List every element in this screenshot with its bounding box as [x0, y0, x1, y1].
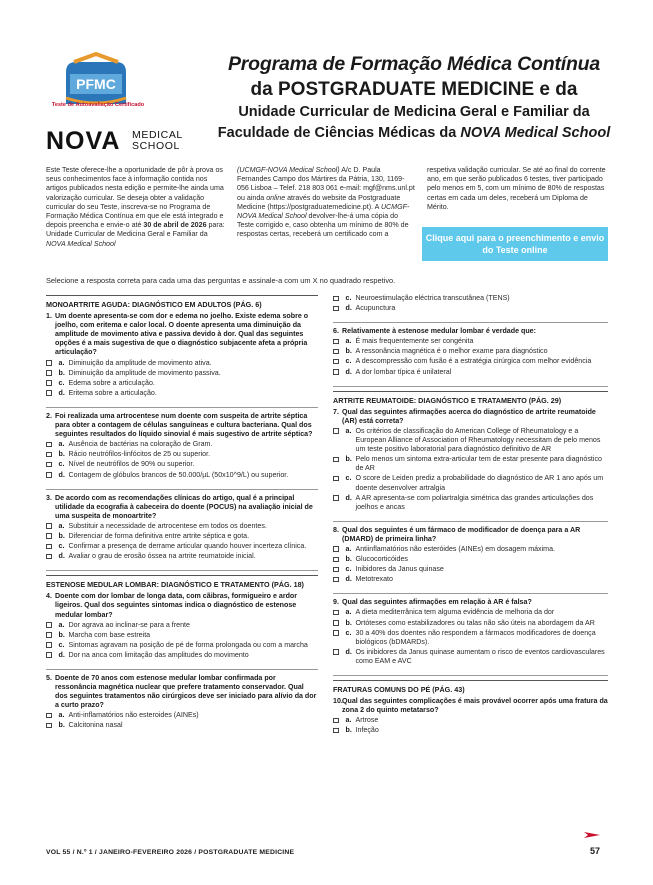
- answer-checkbox[interactable]: [46, 390, 52, 396]
- option-letter: a.: [345, 426, 352, 435]
- option-text: Artrose: [355, 716, 379, 725]
- option-text: Eritema sobre a articulação.: [68, 388, 157, 397]
- option-text: Confirmar a presença de derrame articular quando houver incerteza clínica.: [68, 542, 307, 551]
- question: [46, 412, 318, 439]
- question-number: 8.: [333, 525, 339, 534]
- pfmc-text: PFMC: [76, 76, 116, 92]
- question-block: [333, 294, 608, 323]
- question-block: [46, 674, 318, 740]
- question-number: 10.: [333, 697, 343, 706]
- question-block: [333, 697, 608, 744]
- option-letter: c.: [345, 357, 352, 366]
- answer-option[interactable]: [46, 522, 318, 531]
- question-number: 7.: [333, 407, 339, 416]
- question-text: Qual das seguintes afirmações acerca do diagnóstico de artrite reumatoide (AR) está correta?: [342, 407, 596, 425]
- answer-option[interactable]: [333, 629, 608, 647]
- question: [333, 697, 608, 715]
- questions-left-column: [46, 293, 318, 744]
- answer-checkbox[interactable]: [333, 577, 339, 583]
- option-text: A AR apresenta-se com poliartralgia simétrica das grandes articulações dos joelhos e ancas: [355, 493, 594, 511]
- certified-badge-text: Teste de Autoavaliação Certificado: [51, 102, 145, 108]
- option-text: Contagem de glóbulos brancos de 50.000/µL (50x10^9/L) ou superior.: [68, 470, 289, 479]
- option-letter: a.: [58, 620, 65, 629]
- question-text: Foi realizada uma artrocentese num doente com suspeita de artrite séptica para obter a contagem de células sanguíneas e cultura bacteriana. Qual dos seguintes resultados do líquido sinovial é mais sugestivo de artrite séptica?: [55, 411, 313, 439]
- option-letter: a.: [345, 544, 352, 553]
- option-letter: a.: [58, 711, 65, 720]
- question-block: [46, 412, 318, 490]
- option-text: A dor lombar típica é unilateral: [355, 367, 452, 376]
- answer-option[interactable]: [46, 369, 318, 378]
- option-letter: b.: [58, 721, 65, 730]
- answer-checkbox[interactable]: [333, 359, 339, 365]
- option-text: Diminuição da amplitude de movimento ativa.: [68, 358, 212, 367]
- answer-option[interactable]: [46, 471, 318, 480]
- option-text: Calcitonina nasal: [68, 721, 123, 730]
- option-text: 30 a 40% dos doentes não respondem a fármacos modificadores de doença biológicos (bDMARDs).: [355, 628, 596, 646]
- option-letter: b.: [58, 630, 65, 639]
- question: [333, 327, 608, 336]
- question: [46, 674, 318, 710]
- option-text: Metotrexato: [355, 575, 393, 584]
- answer-option[interactable]: [46, 631, 318, 640]
- question-block: [333, 327, 608, 386]
- option-text: Neuroestimulação eléctrica transcutânea (TENS): [355, 294, 510, 302]
- answer-checkbox[interactable]: [46, 442, 52, 448]
- question-number: 1.: [46, 312, 52, 321]
- answer-checkbox[interactable]: [46, 360, 52, 366]
- answer-option[interactable]: [333, 347, 608, 356]
- answer-option[interactable]: [333, 304, 608, 313]
- question-text: Qual dos seguintes é um fármaco de modificador de doença para a AR (DMARD) de primeira linha?: [342, 525, 581, 543]
- answer-checkbox[interactable]: [333, 728, 339, 734]
- answer-option[interactable]: [46, 450, 318, 459]
- page-title: [200, 52, 628, 144]
- answer-option[interactable]: [46, 542, 318, 551]
- option-letter: a.: [345, 608, 352, 617]
- option-letter: c.: [58, 378, 65, 387]
- answer-option[interactable]: [333, 294, 608, 303]
- option-text: Diminuição da amplitude de movimento passiva.: [68, 368, 221, 377]
- option-text: Dor na anca com limitação das amplitudes do movimento: [68, 650, 249, 659]
- option-letter: d.: [345, 575, 352, 584]
- question-block: [46, 494, 318, 572]
- answer-option[interactable]: [46, 532, 318, 541]
- option-text: Substituir a necessidade de artrocentese em todos os doentes.: [68, 521, 267, 530]
- question-block: [333, 598, 608, 676]
- answer-option[interactable]: [333, 648, 608, 666]
- answer-checkbox[interactable]: [333, 630, 339, 636]
- option-letter: b.: [345, 726, 352, 735]
- question-text: De acordo com as recomendações clínicas do artigo, qual é a principal utilidade da ecografia à cabeceira do doente (POCUS) na avaliação inicial de uma suspeita de monoartrite?: [55, 493, 313, 520]
- answer-option[interactable]: [46, 379, 318, 388]
- answer-option[interactable]: [333, 716, 608, 725]
- answer-checkbox[interactable]: [46, 723, 52, 729]
- answer-checkbox[interactable]: [333, 546, 339, 552]
- option-text: O score de Leiden prediz a probabilidade do diagnóstico de AR 1 ano após um doente desenvolver artralgia: [355, 474, 604, 492]
- option-text: Glucocorticóides: [355, 555, 408, 564]
- question-block: [46, 312, 318, 408]
- question-text: Um doente apresenta-se com dor e edema no joelho. Existe edema sobre o joelho, com eritema e calor local. O doente apresenta uma diminuição da amplitude de movimento ativa e passiva devido à dor. Qual das seguintes opções é a mais sugestiva de que o diagnóstico subjacente afeta a própria articulação?: [55, 312, 309, 357]
- option-text: Acupunctura: [355, 304, 396, 313]
- answer-checkbox[interactable]: [46, 652, 52, 658]
- answer-checkbox[interactable]: [333, 718, 339, 724]
- answer-option[interactable]: [333, 619, 608, 628]
- question: [333, 526, 608, 544]
- answer-checkbox[interactable]: [333, 567, 339, 573]
- section-title: MONOARTRITE AGUDA: DIAGNÓSTICO EM ADULTOS (PÁG. 6): [46, 295, 318, 309]
- question-text: Qual das seguintes afirmações em relação à AR é falsa?: [342, 598, 532, 607]
- question: [46, 592, 318, 619]
- question: [46, 494, 318, 521]
- answer-checkbox[interactable]: [46, 544, 52, 550]
- answer-option[interactable]: [333, 575, 608, 584]
- option-text: Sintomas agravam na posição de pé de forma prolongada ou com a marcha: [68, 640, 308, 649]
- answer-checkbox[interactable]: [46, 713, 52, 719]
- answer-checkbox[interactable]: [333, 306, 339, 312]
- answer-checkbox[interactable]: [46, 554, 52, 560]
- option-letter: c.: [58, 542, 65, 551]
- option-letter: b.: [345, 618, 352, 627]
- answer-checkbox[interactable]: [46, 533, 52, 539]
- answer-option[interactable]: [333, 494, 608, 512]
- answer-checkbox[interactable]: [333, 620, 339, 626]
- arrow-right-icon: [584, 831, 600, 839]
- answer-option[interactable]: [46, 389, 318, 398]
- section-title: FRATURAS COMUNS DO PÉ (PÁG. 43): [333, 680, 608, 694]
- option-text: Diferenciar de forma definitiva entre artrite séptica e gota.: [68, 531, 250, 540]
- answer-option[interactable]: [46, 552, 318, 561]
- answer-checkbox[interactable]: [333, 495, 339, 501]
- answer-checkbox[interactable]: [46, 472, 52, 478]
- answer-checkbox[interactable]: [333, 339, 339, 345]
- question-text: Doente com dor lombar de longa data, com cãibras, formigueiro e ardor ligeiros. Qual dos seguintes sintomas indica o diagnóstico de estenose medular lombar?: [55, 592, 298, 619]
- option-letter: b.: [58, 368, 65, 377]
- question-number: 6.: [333, 327, 339, 336]
- answer-option[interactable]: [333, 545, 608, 554]
- answer-option[interactable]: [46, 440, 318, 449]
- answer-checkbox[interactable]: [46, 462, 52, 468]
- option-text: Inibidores da Janus quinase: [355, 565, 444, 574]
- option-letter: c.: [345, 294, 352, 302]
- option-text: Ortóteses como estabilizadores ou talas não são úteis na abordagem da AR: [355, 618, 595, 627]
- option-letter: d.: [58, 470, 65, 479]
- option-text: Dor agrava ao inclinar-se para a frente: [68, 620, 190, 629]
- option-text: Ausência de bactérias na coloração de Gram.: [68, 440, 213, 449]
- answer-option[interactable]: [46, 460, 318, 469]
- option-letter: b.: [345, 555, 352, 564]
- question-number: 5.: [46, 674, 52, 682]
- question-block: [333, 526, 608, 595]
- option-letter: c.: [58, 640, 65, 649]
- option-letter: d.: [58, 650, 65, 659]
- answer-checkbox[interactable]: [333, 649, 339, 655]
- footer-issue-info: VOL 55 / N.º 1 / JANEIRO-FEVEREIRO 2026 / POSTGRADUATE MEDICINE: [46, 849, 295, 856]
- answer-option[interactable]: [46, 621, 318, 630]
- answer-checkbox[interactable]: [333, 428, 339, 434]
- answer-checkbox[interactable]: [46, 380, 52, 386]
- answer-checkbox[interactable]: [333, 557, 339, 563]
- option-letter: a.: [58, 440, 65, 449]
- answer-option[interactable]: [333, 565, 608, 574]
- option-text: A ressonância magnética é o melhor exame para diagnóstico: [355, 347, 548, 356]
- option-letter: d.: [345, 647, 352, 656]
- answer-option[interactable]: [333, 474, 608, 492]
- intro-column-3: respetiva validação curricular. Se até ao final do corrente ano, em que serão publicados 6 testes, tiver participado pelo menos em 5, com um mínimo de 80% de respostas certas em cada um deles, receberá um Diploma de Mérito.: [427, 166, 606, 211]
- option-text: É mais frequentemente ser congénita: [355, 337, 474, 346]
- answer-checkbox[interactable]: [333, 457, 339, 463]
- question-number: 3.: [46, 493, 52, 502]
- option-text: Os inibidores da Janus quinase aumentam o risco de eventos cardiovasculares como EAM e AVC: [355, 647, 605, 665]
- question-text: Doente de 70 anos com estenose medular lombar confirmada por ressonância magnética nuclear que prefere tratamento conservador. Qual dos seguintes tratamentos não cirúrgicos deve ser iniciado para alívio da dor a curto prazo?: [55, 674, 317, 710]
- answer-checkbox[interactable]: [333, 610, 339, 616]
- option-text: Edema sobre a articulação.: [68, 378, 155, 387]
- answer-option[interactable]: [46, 651, 318, 660]
- question-text: Relativamente à estenose medular lombar é verdade que:: [342, 327, 536, 336]
- option-letter: a.: [345, 716, 352, 725]
- answer-option[interactable]: [333, 726, 608, 735]
- answer-option[interactable]: [333, 455, 608, 473]
- option-text: Rácio neutrófilos-linfócitos de 25 ou superior.: [68, 450, 211, 459]
- section-title: ESTENOSE MEDULAR LOMBAR: DIAGNÓSTICO E TRATAMENTO (PÁG. 18): [46, 575, 318, 589]
- answer-checkbox[interactable]: [46, 370, 52, 376]
- answer-option[interactable]: [333, 357, 608, 366]
- answer-checkbox[interactable]: [333, 369, 339, 375]
- option-letter: d.: [58, 388, 65, 397]
- option-letter: d.: [345, 367, 352, 376]
- answer-option[interactable]: [46, 711, 318, 720]
- intro-column-1: Este Teste oferece-lhe a oportunidade de pôr à prova os seus conhecimentos face à informação contida nos artigos publicados nesta edição e permite-lhe ainda uma valorização curricular. Se deseja obter a validação curricular do seu Teste, inscreva-se no Programa de Formação Médica Contínua em que ele está integrado e depois preencha e envie-o até 30 de abril de 2026 para: Unidade Curricular de Medicina Geral e Familiar da NOVA Medical School: [46, 166, 225, 248]
- option-letter: c.: [345, 474, 352, 483]
- option-text: Antiinflamatórios não esteróides (AINEs) em dosagem máxima.: [355, 544, 555, 553]
- question: [46, 312, 318, 357]
- question: [333, 598, 608, 607]
- option-letter: a.: [58, 358, 65, 367]
- option-text: Pelo menos um sintoma extra-articular tem de estar presente para diagnóstico de AR: [355, 455, 602, 473]
- answer-checkbox[interactable]: [333, 349, 339, 355]
- answer-option[interactable]: [46, 359, 318, 368]
- question-block: [46, 592, 318, 670]
- answer-checkbox[interactable]: [46, 642, 52, 648]
- section-title: ARTRITE REUMATOIDE: DIAGNÓSTICO E TRATAMENTO (PÁG. 29): [333, 391, 608, 405]
- title-line-2: da POSTGRADUATE MEDICINE e da: [250, 79, 578, 100]
- page-number: 57: [590, 846, 601, 856]
- option-text: Marcha com base estreita: [68, 630, 151, 639]
- answer-option[interactable]: [46, 641, 318, 650]
- option-letter: a.: [345, 337, 352, 346]
- question: [333, 408, 608, 426]
- answer-option[interactable]: [333, 337, 608, 346]
- answer-checkbox[interactable]: [333, 296, 339, 302]
- question-number: 4.: [46, 592, 52, 601]
- question-number: 9.: [333, 598, 339, 607]
- instruction-text: Selecione a resposta correta para cada uma das perguntas e assinale-a com um X no quadrado respetivo.: [46, 276, 396, 285]
- option-letter: d.: [58, 552, 65, 561]
- question-number: 2.: [46, 411, 52, 420]
- nova-sub: MEDICAL SCHOOL: [132, 129, 183, 152]
- title-line-4: Faculdade de Ciências Médicas da NOVA Medical School: [217, 125, 611, 141]
- title-line-3: Unidade Curricular de Medicina Geral e Familiar da: [238, 104, 590, 120]
- answer-option[interactable]: [333, 368, 608, 377]
- answer-checkbox[interactable]: [333, 476, 339, 482]
- option-letter: d.: [345, 304, 352, 313]
- title-line-1: Programa de Formação Médica Contínua: [227, 53, 601, 75]
- online-submit-button[interactable]: Clique aqui para o preenchimento e envio do Teste online: [422, 227, 608, 261]
- answer-option[interactable]: [46, 721, 318, 730]
- option-letter: b.: [345, 347, 352, 356]
- option-letter: b.: [58, 531, 65, 540]
- option-text: Os critérios de classificação do American College of Rheumatology e a European Alliance of Association of Rheumatology necessitam de pelo menos um teste positivo laboratorial para diagnóstico definitivo de AR: [355, 426, 601, 454]
- option-text: Nível de neutrófilos de 90% ou superior.: [68, 460, 195, 469]
- question-text: Qual das seguintes complicações é mais provável ocorrer após uma fratura da zona 2 do quinto metatarso?: [342, 697, 608, 715]
- answer-option[interactable]: [333, 608, 608, 617]
- option-letter: b.: [345, 455, 352, 464]
- option-letter: c.: [345, 565, 352, 574]
- answer-checkbox[interactable]: [46, 622, 52, 628]
- answer-checkbox[interactable]: [46, 452, 52, 458]
- option-text: Avaliar o grau de erosão óssea na artrite reumatoide inicial.: [68, 552, 256, 561]
- option-text: A dieta mediterrânica tem alguma evidência de melhoria da dor: [355, 608, 555, 617]
- option-text: Infeção: [355, 726, 379, 735]
- answer-checkbox[interactable]: [46, 632, 52, 638]
- option-letter: d.: [345, 493, 352, 502]
- intro-column-2: (UCMGF-NOVA Medical School) A/c D. Paula Fernandes Campo dos Mártires da Pátria, 130, 1169-056 Lisboa – Telef. 218 803 061 e-mail: mgf@nms.unl.pt ou ainda online através do website da Postgraduate Medicine (https://postgraduatemedicine.pt). A UCMGF-NOVA Medical School devolver-lhe-á uma cópia do Teste corrigido e, caso obtenha um mínimo de 80% de respostas certas, receberá um certificado com a: [237, 166, 415, 239]
- option-text: A descompressão com fusão é a estratégia cirúrgica com melhor evidência: [355, 357, 592, 366]
- answer-option[interactable]: [333, 555, 608, 564]
- nova-word: NOVA: [46, 127, 121, 155]
- option-letter: a.: [58, 521, 65, 530]
- nova-medical-school-logo: [46, 128, 186, 154]
- option-letter: b.: [58, 450, 65, 459]
- answer-option[interactable]: [333, 427, 608, 454]
- questions-right-column: [333, 293, 608, 748]
- option-letter: c.: [345, 628, 352, 637]
- option-letter: c.: [58, 460, 65, 469]
- answer-checkbox[interactable]: [46, 523, 52, 529]
- question-block: [333, 408, 608, 522]
- option-text: Anti-inflamatórios não esteroides (AINEs): [68, 711, 199, 720]
